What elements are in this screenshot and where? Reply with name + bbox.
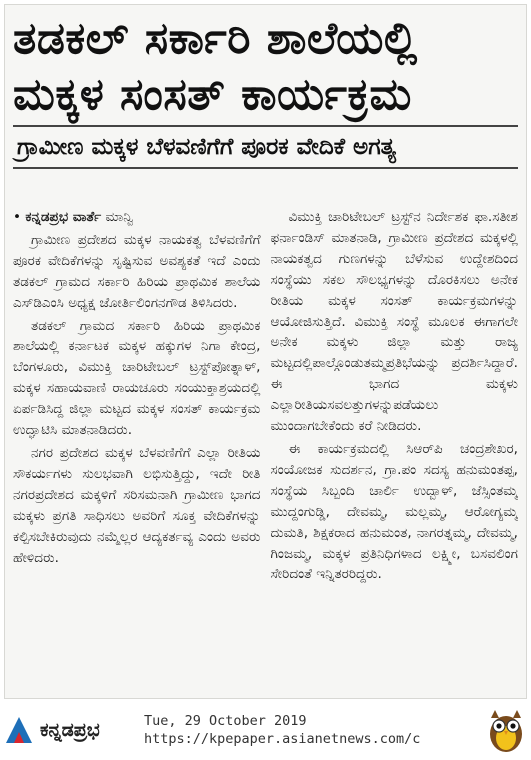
kannadaprabha-logo-icon [4, 715, 34, 745]
epaper-footer [4, 703, 527, 756]
byline-source: ಕನ್ನಡಪ್ರಭ ವಾರ್ತೆ [25, 209, 102, 225]
kannadaprabha-logo[interactable] [4, 715, 144, 745]
byline-place: ಮಾನ್ವಿ [105, 209, 134, 225]
column-right [271, 207, 519, 692]
owl-icon[interactable] [485, 706, 527, 754]
publication-date: Tue, 29 October 2019 [144, 712, 307, 729]
byline [13, 207, 261, 228]
headline-line-1: ತಡಕಲ್ ಸರ್ಕಾರಿ ಶಾಲೆಯಲ್ಲಿ [13, 13, 418, 64]
headline-line-2: ಮಕ್ಕಳ ಸಂಸತ್ ಕಾರ್ಯಕ್ರಮ [13, 69, 412, 120]
byline-bullet: • [13, 209, 22, 225]
footer-meta [144, 712, 481, 748]
source-url[interactable]: https://kpepaper.asianetnews.com/c [144, 730, 421, 747]
paragraph: ಈ ಕಾರ್ಯಕ್ರಮದಲ್ಲಿ ಸಿಆರ್‌ಪಿ ಚಂದ್ರಶೇಖರ, ಸಂಯೋಜಕ ಸುದರ್ಶನ, ಗ್ರಾ.ಪಂ ಸದಸ್ಯ ಹನುಮಂತಪ್ಪ, ಸಂಸ್ಥೆಯ ಸಿಬ್ಬಂದಿ ಚಾರ್ಲಿ ಉದ್ಬಾಳ್, ಜೆಸ್ಸಿಂತಮ್ಮ ಮುದ್ದಂಗುಡ್ಡಿ, ದೇವಮ್ಮ, ಮಲ್ಲಮ್ಮ, ಆರೋಗ್ಯಮ್ಮ ದುಮತಿ, ಶಿಕ್ಷಕರಾದ ಹನುಮಂತ, ನಾಗರತ್ನಮ್ಮ, ದೇವಮ್ಮ, ಗಿಂಜಮ್ಮ, ಮಕ್ಕಳ ಪ್ರತಿನಿಧಿಗಳಾದ ಲಕ್ಷ್ಮೀ, ಬಸವಲಿಂಗ ಸೇರಿದಂತೆ ಇನ್ನಿತರರಿದ್ದರು. [270, 440, 518, 583]
article-body [13, 207, 518, 692]
paragraph: ವಿಮುಕ್ತಿ ಚಾರಿಟೇಬಲ್ ಟ್ರಸ್ಟ್‌ನ ನಿರ್ದೇಶಕ ಫಾ.ಸತೀಶ ಫರ್ನಾಂಡಿಸ್ ಮಾತನಾಡಿ, ಗ್ರಾಮೀಣ ಪ್ರದೇಶದ ಮಕ್ಕಳಲ್ಲಿ ನಾಯಕತ್ವದ ಗುಣಗಳನ್ನು ಬೆಳೆಸುವ ಉದ್ದೇಶದಿಂದ ಸಂಸ್ಥೆಯು ಸಕಲ ಸೌಲಭ್ಯಗಳನ್ನು ದೊರಕಿಸಲು ಅನೇಕ ರೀತಿಯ ಮಕ್ಕಳ ಸಂಸತ್ ಕಾರ್ಯಕ್ರಮಗಳನ್ನು ಆಯೋಜಿಸುತ್ತಿದೆ. ವಿಮುಕ್ತಿ ಸಂಸ್ಥೆ ಮೂಲಕ ಈಗಾಗಲೇ ಅನೇಕ ಮಕ್ಕಳು ಜಿಲ್ಲಾ ಮತ್ತು ರಾಜ್ಯ ಮಟ್ಟದಲ್ಲಿಪಾಲ್ಗೊಂಡುತಮ್ಮಪ್ರತಿಭೆಯನ್ನು ಪ್ರದರ್ಶಿಸಿದ್ದಾರೆ. ಈ ಭಾಗದ ಮಕ್ಕಳು ಎಲ್ಲಾರೀತಿಯಸವಲತ್ತುಗಳನ್ನುಪಡೆಯಲು ಮುಂದಾಗಬೇಕೆಂದು ಕರೆ ನೀಡಿದರು. [270, 209, 518, 435]
column-left [13, 207, 261, 692]
newspaper-clipping [4, 4, 527, 699]
paragraph: ನಗರ ಪ್ರದೇಶದ ಮಕ್ಕಳ ಬೆಳವಣಿಗೆಗೆ ಎಲ್ಲಾ ರೀತಿಯ ಸೌಕರ್ಯಗಳು ಸುಲಭವಾಗಿ ಲಭಿಸುತ್ತಿದ್ದು, ಇದೇ ರೀತಿ ನಗರಪ್ರದೇಶದ ಮಕ್ಕಳಿಗೆ ಸರಿಸಮನಾಗಿ ಗ್ರಾಮೀಣ ಭಾಗದ ಮಕ್ಕಳು ಪ್ರಗತಿ ಸಾಧಿಸಲು ಅವರಿಗೆ ಸೂಕ್ತ ವೇದಿಕೆಗಳನ್ನು ಕಲ್ಪಿಸಬೇಕಿರುವುದು ನಮ್ಮೆಲ್ಲರ ಆದ್ಯಕರ್ತವ್ಯ ಎಂದು ಅವರು ಹೇಳಿದರು. [13, 444, 261, 566]
subheadline: ಗ್ರಾಮೀಣ ಮಕ್ಕಳ ಬೆಳವಣಿಗೆಗೆ ಪೂರಕ ವೇದಿಕೆ ಅಗತ್ಯ [13, 125, 518, 169]
logo-text: ಕನ್ನಡಪ್ರಭ [40, 718, 100, 741]
paragraph: ತಡಕಲ್ ಗ್ರಾಮದ ಸರ್ಕಾರಿ ಹಿರಿಯ ಪ್ರಾಥಮಿಕ ಶಾಲೆಯಲ್ಲಿ ಕರ್ನಾಟಕ ಮಕ್ಕಳ ಹಕ್ಕುಗಳ ನಿಗಾ ಕೇಂದ್ರ, ಬೆಂಗಳೂರು, ವಿಮುಕ್ತಿ ಚಾರಿಟೇಬಲ್ ಟ್ರಸ್ಟ್‌ಪೋತ್ನಾಳ್, ಮಕ್ಕಳ ಸಹಾಯವಾಣಿ ರಾಯಚೂರು ಸಂಯುಕ್ತಾಶ್ರಯದಲ್ಲಿ ಏರ್ಪಡಿಸಿದ್ದ ಜಿಲ್ಲಾ ಮಟ್ಟದ ಮಕ್ಕಳ ಸಂಸತ್ ಕಾರ್ಯಕ್ರಮ ಉದ್ಘಾಟಿಸಿ ಮಾತನಾಡಿದರು. [13, 317, 261, 439]
paragraph: ಗ್ರಾಮೀಣ ಪ್ರದೇಶದ ಮಕ್ಕಳ ನಾಯಕತ್ವ ಬೆಳವಣಿಗೆಗೆ ಪೂರಕ ವೇದಿಕೆಗಳನ್ನು ಸೃಷ್ಟಿಸುವ ಅವಶ್ಯಕತೆ ಇದೆ ಎಂದು ತಡಕಲ್ ಗ್ರಾಮದ ಸರ್ಕಾರಿ ಹಿರಿಯ ಪ್ರಾಥಮಿಕ ಶಾಲೆಯ ಎಸ್‌ಡಿಎಂಸಿ ಅಧ್ಯಕ್ಷ ಜೋರ್ತಿಲಿಂಗನಗೌಡ ತಿಳಿಸಿದರು. [13, 231, 261, 311]
